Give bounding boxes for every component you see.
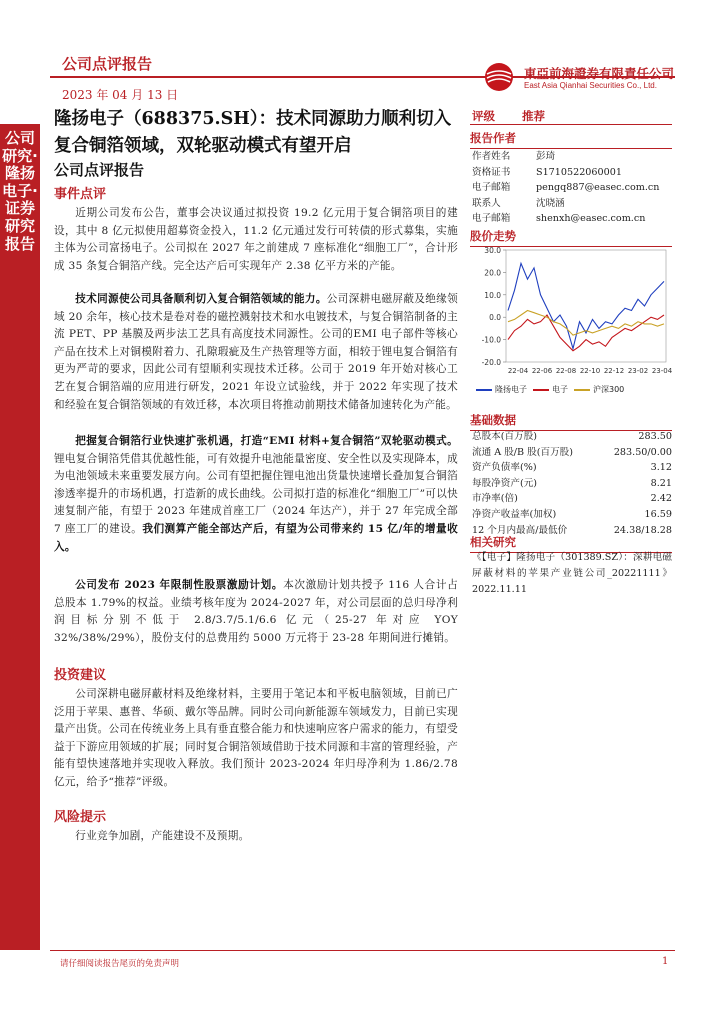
- investment-paragraph: 公司深耕电磁屏蔽材料及绝缘材料，主要用于笔记本和平板电脑领域，目前已广泛用于苹果、惠普、华硕、戴尔等品牌。同时公司向新能源车领域发力，目前已实现量产出货。公司在传统业务上具有垂直整合能力和快速响应客户需求的能力，有望受益于下游应用领域的扩展；同时复合铜箔领域借助于技术同源和丰富的管理经验，产能有望快速落地并实现收入释放。我们预计 2023-2024 年归母净利为 1.86/2.78 亿元，给予“推荐”评级。: [54, 688, 458, 788]
- author-row: [472, 165, 672, 181]
- basic-key: 每股净资产(元): [472, 477, 538, 489]
- y-tick-label: -10.0: [481, 335, 501, 345]
- events-p2-body: 公司深耕电磁屏蔽及绝缘领域 20 余年，核心技术是卷对卷的磁控溅射技术和水电镀技术，与复合铜箔制备的主流 PET、PP 基膜及两步法工艺具有高度技术同源性。公司的EMI 电子部件等核心产品在技术上对铜模附着力、孔隙瑕疵及生产热管理等方面，相较于锂电复合铜箔有更为严苛的要求，因此公司有望顺利实现技术迁移。公司于 2019 年开始对核心工艺在复合铜箔端的应用进行研发，2021 年设立试验线，并于 2022 年实现了技术和经验在复合铜箔领域的有效迁移，本次项目将推动前期技术储备加速转化为产能。: [54, 293, 458, 411]
- x-tick-label: 22-06: [531, 367, 553, 375]
- series-line-1: [508, 263, 664, 348]
- page-subtitle: 公司点评报告: [54, 161, 145, 179]
- events-paragraph-3: [54, 433, 458, 556]
- related-report-link[interactable]: 《【电子】隆扬电子（301389.SZ）：深耕电磁屏蔽材料的苹果产业链公司_20221111》2022.11.11: [472, 552, 672, 595]
- footer-disclaimer[interactable]: 请仔细阅读报告尾页的免责声明: [60, 959, 180, 969]
- chart-frame: [506, 250, 666, 362]
- series-line-3: [508, 311, 664, 336]
- author-key: 联系人: [472, 197, 501, 209]
- legend-label: 隆扬电子: [495, 385, 527, 394]
- basic-row: [472, 429, 672, 445]
- x-tick-label: 22-04: [507, 367, 529, 375]
- basic-key: 净资产收益率(加权): [472, 508, 557, 520]
- author-value[interactable]: pengq887@easec.com.cn: [536, 182, 660, 194]
- events-heading: 事件点评: [54, 187, 107, 202]
- y-tick-label: 0.0: [489, 313, 501, 323]
- legend-label: 电子: [552, 385, 568, 394]
- price-chart: [470, 244, 672, 382]
- investment-heading: 投资建议: [54, 668, 107, 683]
- author-info: [472, 149, 672, 227]
- basic-value: 8.21: [650, 477, 672, 489]
- basic-key: 12 个月内最高/最低价: [472, 524, 568, 536]
- basic-row: [472, 445, 672, 461]
- basic-value: 283.50: [638, 431, 672, 442]
- author-value: 彭琦: [536, 151, 556, 162]
- x-tick-label: 23-02: [627, 367, 649, 375]
- company-name-cn: 東亞前海證券有限責任公司: [524, 66, 675, 81]
- basic-value: 283.50/0.00: [613, 446, 672, 458]
- rating-label: 评级: [472, 109, 495, 123]
- y-tick-label: -20.0: [481, 358, 501, 367]
- author-value: 沈晓涵: [536, 197, 565, 209]
- basic-value: 3.12: [650, 462, 672, 474]
- y-tick-label: 30.0: [484, 246, 501, 255]
- basic-key: 总股本(百万股): [472, 431, 538, 442]
- events-p3-lead: 把握复合铜箔行业快速扩张机遇，打造“EMI 材料+复合铜箔”双轮驱动模式。: [75, 435, 458, 447]
- chart-legend: [476, 384, 666, 395]
- legend-swatch: [533, 389, 549, 391]
- legend-label: 沪深300: [593, 385, 625, 394]
- author-key: 电子邮箱: [472, 213, 511, 225]
- basic-row: [472, 460, 672, 476]
- related-heading: 相关研究: [470, 534, 672, 553]
- legend-item: [574, 384, 624, 395]
- x-tick-label: 22-12: [603, 367, 625, 375]
- page-number: 1: [662, 956, 669, 967]
- author-key: 电子邮箱: [472, 182, 511, 194]
- basic-row: [472, 476, 672, 492]
- risk-heading: 风险提示: [54, 810, 107, 825]
- basic-value: 2.42: [650, 493, 672, 505]
- y-tick-label: 10.0: [484, 290, 501, 300]
- basic-row: [472, 491, 672, 507]
- events-p4-body: 本次激励计划共授予 116 人合计占总股本 1.79%的权益。业绩考核年度为 2024-2027 年，对公司层面的总归母净利润目标分别不低于 2.8/3.7/5.1/6.6 亿元（25-27 年对应 YOY 32%/38%/29%），股份支付的总费用约 5000 万元将于 23-28 年期间进行摊销。: [54, 579, 458, 644]
- sidebar-label: 公司研究·隆扬电子·证券研究报告: [2, 129, 38, 253]
- company-name-en: East Asia Qianhai Securities Co., Ltd.: [524, 81, 657, 90]
- author-row: [472, 149, 672, 165]
- page-title: 隆扬电子（688375.SH）：技术同源助力顺利切入复合铜箔领域，双轮驱动模式有望开启: [54, 109, 452, 156]
- report-date: 2023 年 04 月 13 日: [62, 88, 179, 102]
- sidebar-band: [0, 124, 40, 950]
- author-key: 资格证书: [472, 166, 511, 178]
- author-row: [472, 196, 672, 212]
- author-row: [472, 180, 672, 196]
- legend-swatch: [476, 389, 492, 391]
- author-value: S1710522060001: [536, 166, 622, 178]
- events-p3-body: 锂电复合铜箔凭借其优越性能，可有效提升电池能量密度、安全性以及实现降本，成为电池领域未来重要发展方向。公司有望把握住锂电池出货量快速增长叠加复合铜箔渗透率提升的市场机遇，打造新的成长曲线。公司拟打造的标准化“细胞工厂”可以快速复制产能，有望于 2023 年建成首座工厂（2024 年达产），并于 27 年完成全部 7 座工厂的建设。: [54, 452, 458, 535]
- events-p3-conclusion: 我们测算产能全部达产后，有望为公司带来约 15 亿/年的增量收入。: [54, 522, 458, 553]
- risk-paragraph: 行业竞争加剧，产能建设不及预期。: [75, 830, 250, 842]
- author-key: 作者姓名: [472, 151, 511, 162]
- x-tick-label: 22-08: [555, 367, 577, 375]
- events-p4-lead: 公司发布 2023 年限制性股票激励计划。: [75, 579, 284, 591]
- legend-item: [476, 384, 527, 395]
- basic-value: 24.38/18.28: [613, 524, 672, 536]
- author-heading: 报告作者: [470, 130, 672, 149]
- x-tick-label: 22-10: [579, 367, 601, 375]
- rating-bar: [470, 108, 672, 125]
- rating-value: 推荐: [522, 109, 545, 123]
- basic-key: 资产负债率(%): [472, 462, 537, 474]
- basic-key: 市净率(倍): [472, 493, 518, 505]
- events-p2-lead: 技术同源使公司具备顺利切入复合铜箔领域的能力。: [75, 293, 327, 305]
- basic-data-heading: 基础数据: [470, 412, 672, 431]
- events-paragraph-1: 近期公司发布公告，董事会决议通过拟投资 19.2 亿元用于复合铜箔项目的建设，其中 8 亿元拟使用超募资金投入，11.2 亿元通过发行可转债的形式募集，实施主体为公司富扬电子。公司拟在 2027 年之前建成 7 座标准化“细胞工厂”，合计形成 35 条复合铜箔产线。完全达产后可实现年产 2.38 亿平方米的产能。: [54, 207, 458, 272]
- basic-key: 流通 A 股/B 股(百万股): [472, 446, 574, 458]
- events-paragraph-2: [54, 291, 458, 414]
- author-row: [472, 211, 672, 227]
- basic-row: [472, 507, 672, 523]
- basic-data-table: [472, 429, 672, 538]
- legend-swatch: [574, 389, 590, 391]
- events-paragraph-4: [54, 577, 458, 647]
- company-logo-icon: [484, 62, 514, 92]
- chart-heading: 股价走势: [470, 228, 672, 247]
- y-tick-label: 20.0: [484, 268, 501, 278]
- footer-divider: [50, 950, 675, 951]
- legend-item: [533, 384, 568, 395]
- author-value[interactable]: shenxh@easec.com.cn: [536, 213, 646, 225]
- x-tick-label: 23-04: [651, 367, 672, 375]
- basic-value: 16.59: [644, 508, 672, 520]
- report-type: 公司点评报告: [62, 55, 153, 73]
